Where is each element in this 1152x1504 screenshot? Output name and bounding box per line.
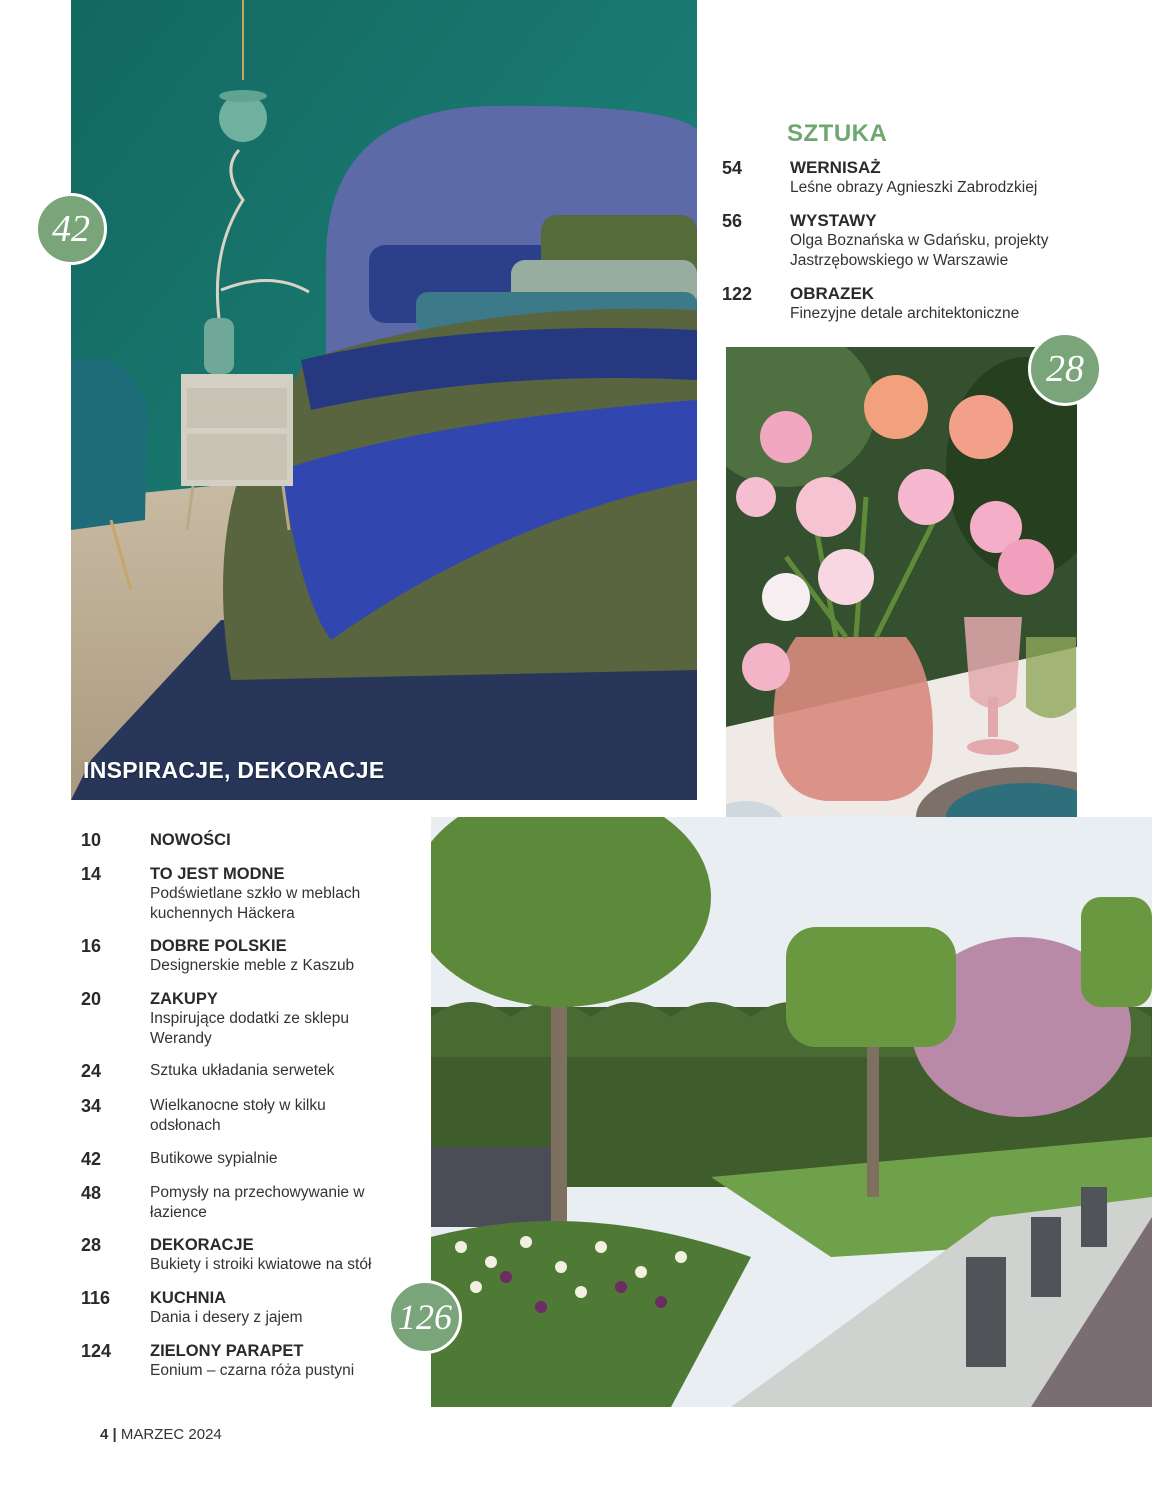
garden-photo: [431, 817, 1152, 1407]
toc-page-number: 48: [81, 1183, 102, 1203]
art-page-number: 122: [722, 284, 753, 304]
toc-title: ZAKUPY: [150, 990, 218, 1008]
art-title: OBRAZEK: [790, 284, 875, 303]
toc-page-number: 116: [81, 1288, 111, 1308]
toc-description: Bukiety i stroiki kwiatowe na stół: [150, 1256, 372, 1273]
page-badge-28: 28: [1028, 332, 1102, 406]
toc-description: Sztuka układania serwetek: [150, 1062, 335, 1079]
page-badge-42: 42: [35, 193, 107, 265]
toc-title: DOBRE POLSKIE: [150, 937, 287, 955]
art-title: WYSTAWY: [790, 211, 877, 230]
toc-page-number: 42: [81, 1149, 102, 1169]
flowers-photo: [726, 347, 1077, 877]
bedroom-caption: INSPIRACJE, DEKORACJE: [83, 757, 385, 783]
toc-description: Podświetlane szkło w meblach kuchennych Häckera: [150, 885, 361, 922]
toc-description: Pomysły na przechowywanie w łazience: [150, 1184, 365, 1221]
toc-page-number: 34: [81, 1096, 102, 1116]
toc-description: Designerskie meble z Kaszub: [150, 957, 355, 974]
toc-description: Butikowe sypialnie: [150, 1150, 278, 1167]
page-badge-126: 126: [388, 1280, 462, 1354]
toc-page-number: 14: [81, 864, 102, 884]
toc-description: Wielkanocne stoły w kilku odsłonach: [150, 1097, 326, 1134]
toc-page-number: 10: [81, 830, 102, 850]
art-page-number: 54: [722, 158, 743, 178]
page-footer: [100, 1426, 222, 1443]
toc-page-number: 24: [81, 1061, 102, 1081]
art-title: WERNISAŻ: [790, 158, 881, 177]
bedroom-photo: [71, 0, 697, 800]
toc-page-number: 28: [81, 1235, 102, 1255]
art-description: Finezyjne detale architektoniczne: [790, 305, 1020, 322]
toc-title: DEKORACJE: [150, 1236, 254, 1254]
toc-title: NOWOŚCI: [150, 831, 231, 849]
art-page-number: 56: [722, 211, 743, 231]
footer-issue: MARZEC 2024: [120, 1426, 222, 1443]
toc-description: Eonium – czarna róża pustyni: [150, 1362, 355, 1379]
art-description: Leśne obrazy Agnieszki Zabrodzkiej: [790, 179, 1038, 196]
art-description: Olga Boznańska w Gdańsku, projekty Jastrzębowskiego w Warszawie: [790, 232, 1049, 269]
toc-description: Inspirujące dodatki ze sklepu Werandy: [150, 1010, 350, 1047]
toc-page-number: 16: [81, 936, 102, 956]
toc-description: Dania i desery z jajem: [150, 1309, 303, 1326]
toc-page-number: 124: [81, 1341, 112, 1361]
toc-title: ZIELONY PARAPET: [150, 1342, 304, 1360]
sztuka-heading: SZTUKA: [787, 120, 888, 147]
toc-page-number: 20: [81, 989, 102, 1009]
toc-title: KUCHNIA: [150, 1289, 227, 1307]
toc-title: TO JEST MODNE: [150, 865, 285, 883]
footer-page-number: 4: [100, 1426, 109, 1443]
footer-separator: |: [112, 1426, 117, 1443]
